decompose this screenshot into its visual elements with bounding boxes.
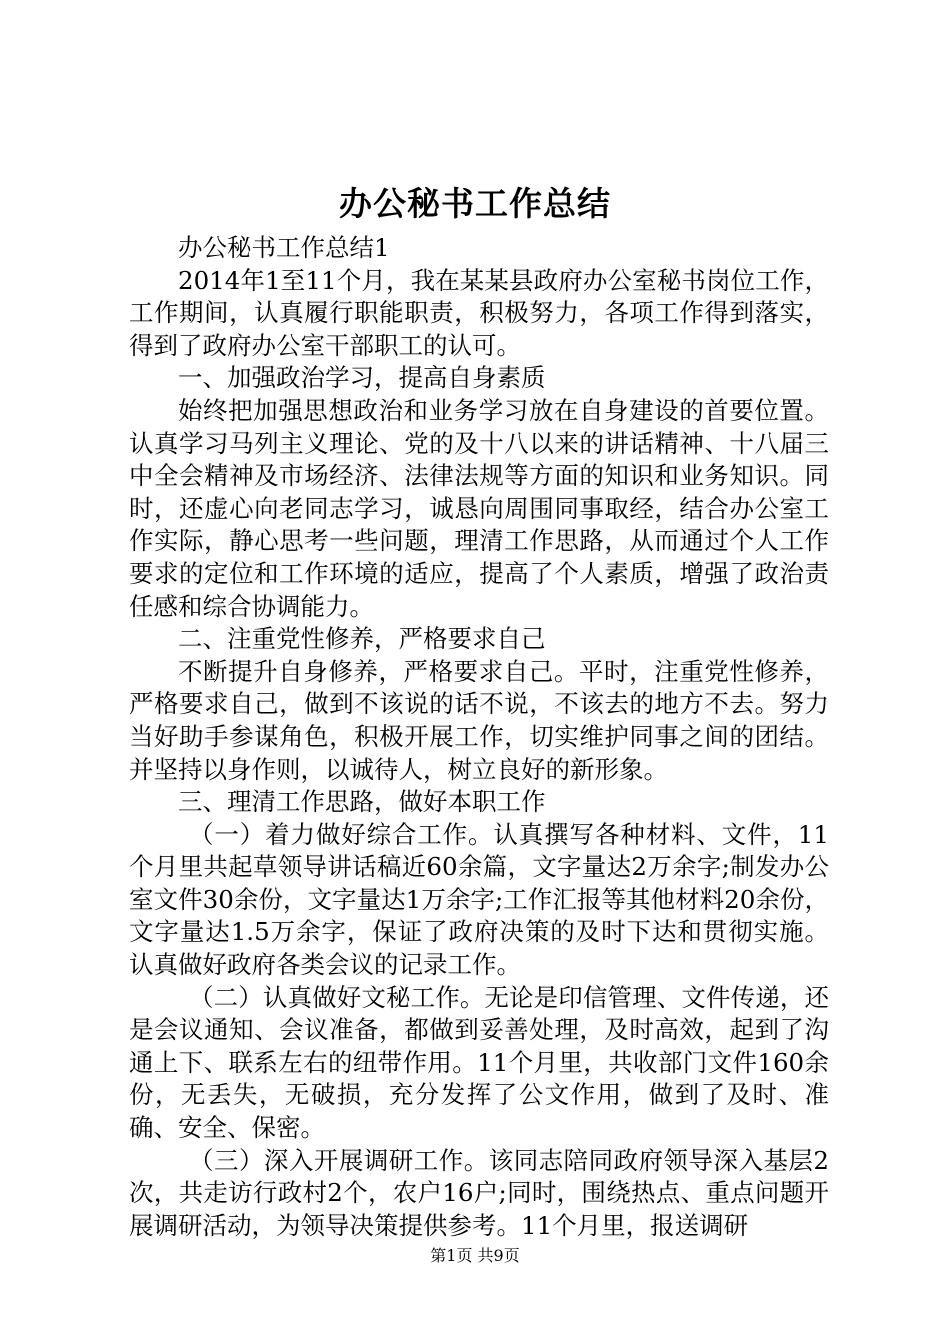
document-title: 办公秘书工作总结 bbox=[339, 184, 611, 223]
section-heading: 办公秘书工作总结1 bbox=[178, 233, 390, 262]
body-paragraph: 不断提升自身修养，严格要求自己。平时，注重党性修养，严格要求自己，做到不该说的话不说，不该去的地方不去。努力当好助手参谋角色，积极开展工作，切实维护同事之间的团结。并坚持以身作则，以诚待人，树立良好的新形象。 bbox=[129, 656, 829, 784]
document-body bbox=[129, 232, 829, 1242]
body-paragraph: （三）深入开展调研工作。该同志陪同政府领导深入基层2次，共走访行政村2个，农户16户;同时，围绕热点、重点问题开展调研活动，为领导决策提供参考。11个月里，报送调研 bbox=[129, 1145, 829, 1240]
section-heading: 二、注重党性修养，严格要求自己 bbox=[178, 624, 546, 654]
body-paragraph: 2014年1至11个月，我在某某县政府办公室秘书岗位工作，工作期间，认真履行职能职责，积极努力，各项工作得到落实，得到了政府办公室干部职工的认可。 bbox=[129, 265, 829, 360]
section-heading: 三、理清工作思路，做好本职工作 bbox=[178, 787, 546, 817]
body-paragraph: 始终把加强思想政治和业务学习放在自身建设的首要位置。认真学习马列主义理论、党的及十八以来的讲话精神、十八届三中全会精神及市场经济、法律法规等方面的知识和业务知识。同时，还虚心向老同志学习，诚恳向周围同事取经，结合办公室工作实际，静心思考一些问题，理清工作思路，从而通过个人工作要求的定位和工作环境的适应，提高了个人素质，增强了政治责任感和综合协调能力。 bbox=[129, 395, 829, 621]
body-paragraph: （二）认真做好文秘工作。无论是印信管理、文件传递，还是会议通知、会议准备，都做到妥善处理，及时高效，起到了沟通上下、联系左右的纽带作用。11个月里，共收部门文件160余份，无丢失，无破损，充分发挥了公文作用，做到了及时、准确、安全、保密。 bbox=[129, 982, 829, 1143]
section-heading: 一、加强政治学习，提高自身素质 bbox=[178, 363, 546, 393]
body-paragraph: （一）着力做好综合工作。认真撰写各种材料、文件，11个月里共起草领导讲话稿近60余篇，文字量达2万余字;制发办公室文件30余份，文字量达1万余字;工作汇报等其他材料20余份，文字量达1.5万余字，保证了政府决策的及时下达和贯彻实施。认真做好政府各类会议的记录工作。 bbox=[129, 819, 829, 980]
page-footer: 第1页 共9页 bbox=[430, 1246, 520, 1265]
